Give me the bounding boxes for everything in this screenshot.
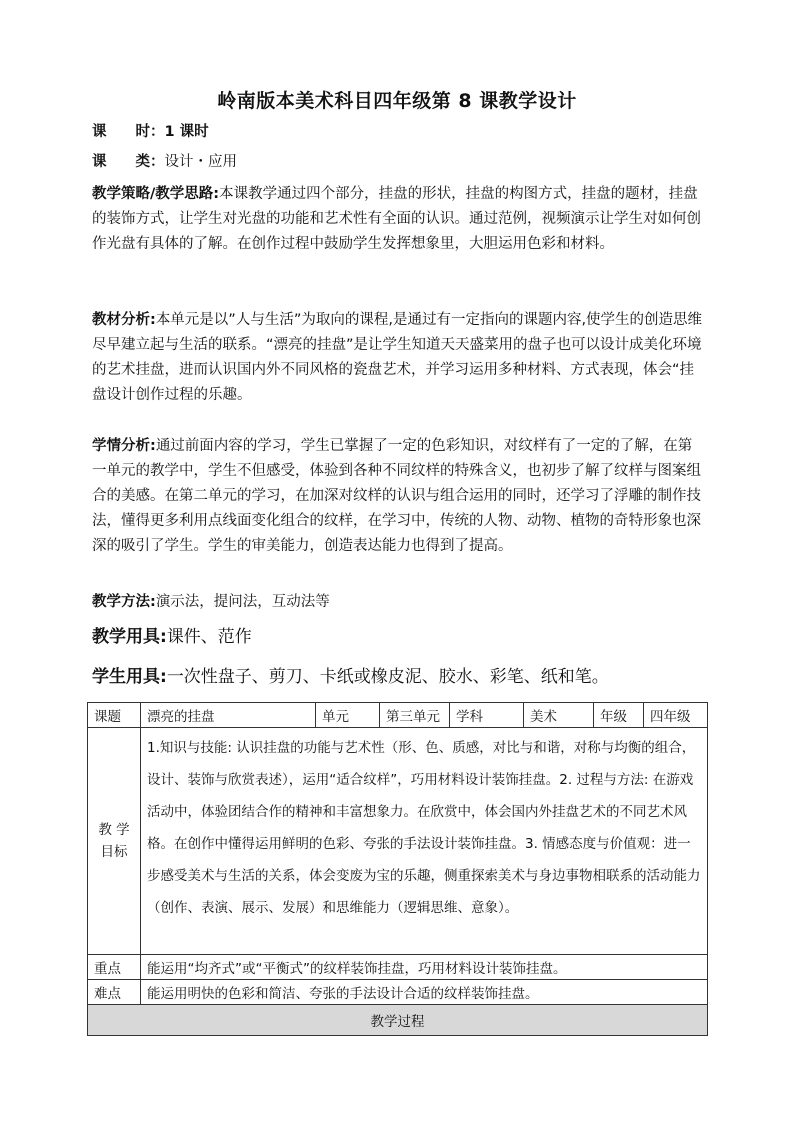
unit-cell: 第三单元 bbox=[380, 703, 450, 728]
strategy-paragraph bbox=[92, 182, 704, 257]
lesson-type-line bbox=[92, 150, 704, 175]
methods-label: 教学方法: bbox=[92, 594, 156, 610]
table-row bbox=[88, 980, 708, 1005]
strategy-text: 本课教学通过四个部分，挂盘的形状，挂盘的构图方式，挂盘的题材，挂盘的装饰方式，让学生对光盘的功能和艺术性有全面的认识。通过范例，视频演示让学生对如何创作光盘有具体的了解。在创作过程中鼓励学生发挥想象里，大胆运用色彩和材料。 bbox=[92, 186, 701, 252]
student-tools-line bbox=[92, 665, 704, 690]
methods-text: 演示法，提问法，互动法等 bbox=[155, 594, 330, 610]
students-label: 学情分析: bbox=[92, 438, 156, 454]
lesson-time-label: 课 时： bbox=[92, 124, 165, 140]
key-point-cell: 能运用“均齐式”或“平衡式”的纹样装饰挂盘，巧用材料设计装饰挂盘。 bbox=[141, 955, 708, 980]
document-title: 岭南版本美术科目四年级第 8 课教学设计 bbox=[217, 90, 577, 112]
topic-cell: 漂亮的挂盘 bbox=[141, 703, 316, 728]
teaching-tools-line bbox=[92, 625, 704, 650]
student-tools-label: 学生用具: bbox=[92, 667, 167, 687]
teaching-methods-line bbox=[92, 590, 704, 615]
difficulty-label-cell: 难点 bbox=[88, 980, 141, 1005]
grade-label-cell: 年级 bbox=[594, 703, 644, 728]
difficulty-cell: 能运用明快的色彩和简洁、夸张的手法设计合适的纹样装饰挂盘。 bbox=[141, 980, 708, 1005]
material-analysis-paragraph bbox=[92, 308, 704, 408]
material-text: 本单元是以”人与生活”为取向的课程,是通过有一定指向的课题内容,使学生的创造思维尽早建立起与生活的联系。“漂亮的挂盘”是让学生知道天天盛菜用的盘子也可以设计成美化环境的艺术挂盘，进而认识国内外不同风格的瓷盘艺术，并学习运用多种材料、方式表现，体会“挂盘设计创作过程的乐趣。 bbox=[92, 312, 703, 403]
subject-label-cell: 学科 bbox=[450, 703, 524, 728]
tools-label: 教学用具: bbox=[92, 627, 167, 647]
teaching-process-header: 教学过程 bbox=[88, 1005, 708, 1036]
students-text: 通过前面内容的学习，学生已掌握了一定的色彩知识，对纹样有了一定的了解，在第一单元的教学中，学生不但感受，体验到各种不同纹样的特殊含义，也初步了解了纹样与图案组合的美感。在第二单元的学习，在加深对纹样的认识与组合运用的同时，还学习了浮雕的制作技法，懂得更多利用点线面变化组合的纹样，在学习中，传统的人物、动物、植物的奇特形象也深深的吸引了学生。学生的审美能力，创造表达能力也得到了提高。 bbox=[92, 438, 701, 554]
unit-label-cell: 单元 bbox=[316, 703, 380, 728]
subject-cell: 美术 bbox=[524, 703, 594, 728]
material-label: 教材分析: bbox=[92, 312, 156, 328]
goals-label-cell: 教 学 目标 bbox=[88, 728, 141, 955]
lesson-time-value: 1 课时 bbox=[164, 124, 209, 140]
lesson-info-table bbox=[87, 702, 708, 1036]
student-analysis-paragraph bbox=[92, 434, 704, 559]
tools-text: 课件、范作 bbox=[166, 627, 252, 647]
lesson-type-label: 课 类： bbox=[92, 154, 165, 170]
table-row bbox=[88, 955, 708, 980]
table-row bbox=[88, 703, 708, 728]
table-row bbox=[88, 1005, 708, 1036]
lesson-type-value: 设计・应用 bbox=[164, 154, 237, 170]
strategy-label: 教学策略/教学思路: bbox=[92, 186, 220, 202]
lesson-time-line bbox=[92, 120, 704, 145]
goals-cell: 1.知识与技能: 认识挂盘的功能与艺术性（形、色、质感，对比与和谐，对称与均衡的组合，设计、装饰与欣赏表述），运用“适合纹样”，巧用材料设计装饰挂盘。2. 过程与方法: 在游戏活动中，体验团结合作的精神和丰富想象力。在欣赏中，体会国内外挂盘艺术的不同艺术风格。在创作中懂得运用鲜明的色彩、夸张的手法设计装饰挂盘。3. 情感态度与价值观：进一步感受美术与生活的关系，体会变废为宝的乐趣，侧重探索美术与身边事物相联系的活动能力（创作、表演、展示、发展）和思维能力（逻辑思维、意象）。 bbox=[141, 728, 708, 955]
topic-label-cell: 课题 bbox=[88, 703, 141, 728]
table-row bbox=[88, 728, 708, 955]
student-tools-text: 一次性盘子、剪刀、卡纸或橡皮泥、胶水、彩笔、纸和笔。 bbox=[166, 667, 609, 687]
grade-cell: 四年级 bbox=[644, 703, 708, 728]
key-point-label-cell: 重点 bbox=[88, 955, 141, 980]
